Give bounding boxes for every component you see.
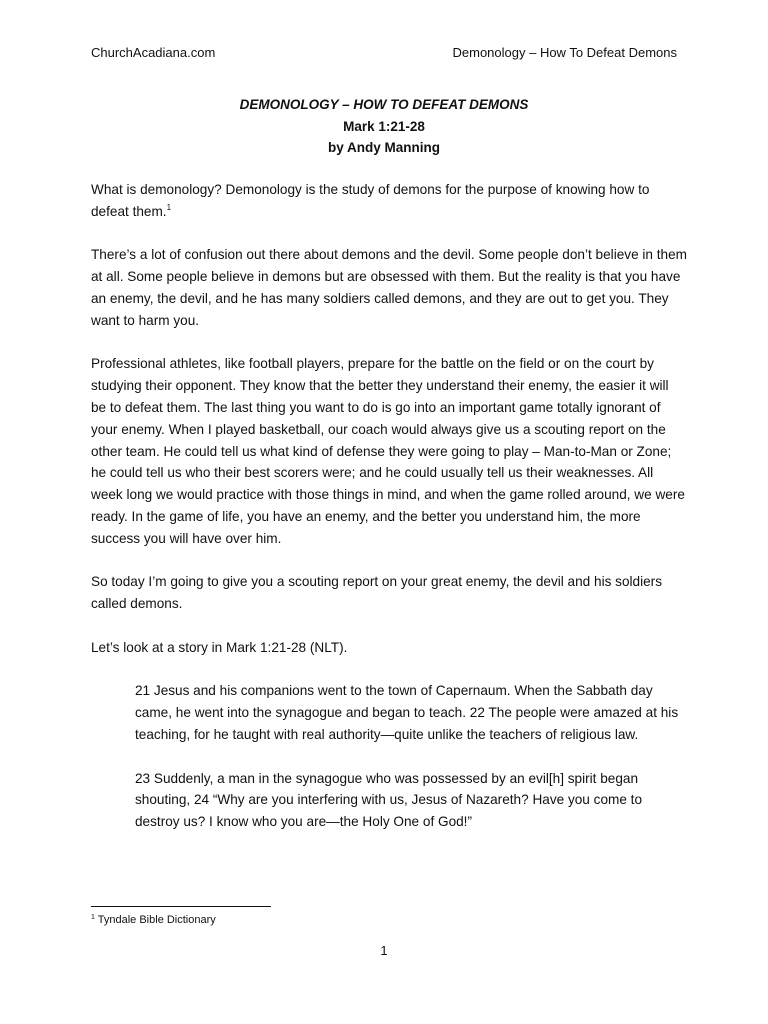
paragraph-scouting-report: So today I’m going to give you a scouting report on your great enemy, the devil and his soldiers called demons. [91, 574, 663, 612]
footnote-marker[interactable]: 1 [166, 202, 172, 212]
footnote-divider [91, 906, 271, 907]
paragraph-confusion: There’s a lot of confusion out there about demons and the devil. Some people don’t believe in them at all. Some people believe in demons but are obsessed with them. But the reality is that you have an enemy, the devil, and he has many soldiers called demons, and they are out to get you. They want to harm you. [91, 247, 687, 328]
paragraph-text: What is demonology? Demonology is the study of demons for the purpose of knowing how to defeat them. [91, 182, 650, 219]
sermon-title: DEMONOLOGY – HOW TO DEFEAT DEMONS [239, 97, 529, 112]
paragraph-intro [91, 179, 687, 223]
author-line: by Andy Manning [328, 140, 440, 155]
footnote-number: 1 [91, 914, 95, 921]
document-body [91, 179, 687, 855]
header-document-title: Demonology – How To Defeat Demons [452, 45, 677, 60]
scripture-quote: 23 Suddenly, a man in the synagogue who was possessed by an evil[h] spirit began shouting, 24 “Why are you interfering with us, Jesus of Nazareth? Have you come to destroy us? I know who you are—the Holy One of God!” [135, 770, 642, 830]
header-site-name: ChurchAcadiana.com [91, 45, 216, 60]
paragraph-story-intro: Let’s look at a story in Mark 1:21-28 (NLT). [91, 639, 348, 655]
scripture-reference: Mark 1:21-28 [343, 118, 425, 134]
title-block [0, 94, 768, 159]
footnote-text: Tyndale Bible Dictionary [97, 914, 216, 926]
scripture-quote: 21 Jesus and his companions went to the town of Capernaum. When the Sabbath day came, he went into the synagogue and began to teach. 22 The people were amazed at his teaching, for he taught with real authority—quite unlike the teachers of religious law. [135, 683, 679, 742]
paragraph-athletes: Professional athletes, like football players, prepare for the battle on the field or on the court by studying their opponent. They know that the better they understand their enemy, the easier it will be to defeat them. The last thing you want to do is go into an important game totally ignorant of your enemy. When I played basketball, our coach would always give us a scouting report on the other team. He could tell us what kind of defense they were going to play – Man-to-Man or Zone; he could tell us who their best scorers were; and he could usually tell us their weaknesses. All week long we would practice with those things in mind, and when the game rolled around, we were ready. In the game of life, you have an enemy, and the better you understand him, the more success you will have over him. [91, 356, 685, 546]
page-number: 1 [380, 943, 388, 958]
footnote [91, 914, 216, 926]
